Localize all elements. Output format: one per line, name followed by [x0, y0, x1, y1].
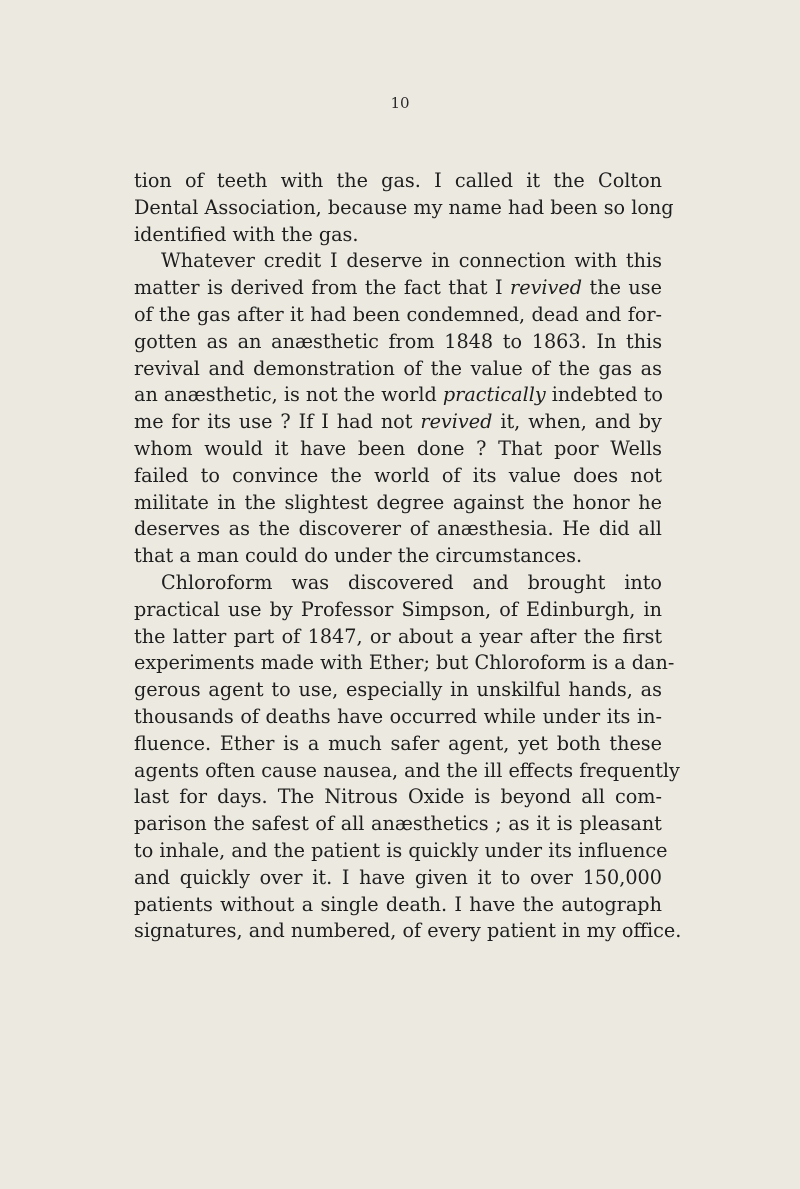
text-line: revival and demonstration of the value of the gas as — [134, 356, 662, 380]
text-line: gerous agent to use, especially in unskilful hands, as — [134, 678, 662, 702]
text-line: matter is derived from the fact that I revived the use — [134, 276, 662, 300]
text-line: tion of teeth with the gas. I called it the Colton — [134, 169, 663, 192]
text-line: thousands of deaths have occurred while under its in- — [134, 704, 662, 728]
text-line: deserves as the discoverer of anæsthesia. He did all — [134, 517, 662, 541]
text-line: parison the safest of all anæsthetics ; as it is pleasant — [134, 812, 662, 836]
page-number: 10 — [390, 94, 410, 112]
text-line: Chloroform was discovered and brought into — [161, 570, 662, 594]
text-line: and quickly over it. I have given it to over 150,000 — [134, 865, 662, 889]
text-line: practical use by Professor Simpson, of Edinburgh, in — [134, 597, 663, 621]
text-line: an anæsthetic, is not the world practically indebted to — [134, 383, 663, 407]
text-line: whom would it have been done ? That poor Wells — [134, 436, 662, 460]
text-line: experiments made with Ether; but Chloroform is a dan- — [134, 651, 675, 675]
text-line: agents often cause nausea, and the ill effects frequently — [134, 758, 680, 782]
text-line: Dental Association, because my name had been so long — [134, 195, 674, 219]
text-line: that a man could do under the circumstances. — [134, 544, 583, 568]
text-line: of the gas after it had been condemned, dead and for- — [134, 302, 663, 326]
text-line: patients without a single death. I have the autograph — [134, 892, 662, 916]
text-line: gotten as an anæsthetic from 1848 to 1863. In this — [134, 329, 663, 353]
text-line: identified with the gas. — [134, 222, 359, 246]
text-line: the latter part of 1847, or about a year after the first — [134, 624, 663, 648]
text-line: fluence. Ether is a much safer agent, yet both these — [134, 731, 663, 755]
text-line: signatures, and numbered, of every patient in my office. — [134, 919, 682, 943]
text-line: me for its use ? If I had not revived it, when, and by — [134, 410, 662, 434]
text-line: failed to convince the world of its value does not — [134, 463, 662, 487]
text-line: to inhale, and the patient is quickly under its influence — [134, 838, 668, 862]
text-line: militate in the slightest degree against the honor he — [134, 490, 662, 514]
body-text — [134, 168, 682, 945]
text-line: Whatever credit I deserve in connection with this — [161, 249, 662, 273]
text-line: last for days. The Nitrous Oxide is beyond all com- — [134, 785, 662, 809]
